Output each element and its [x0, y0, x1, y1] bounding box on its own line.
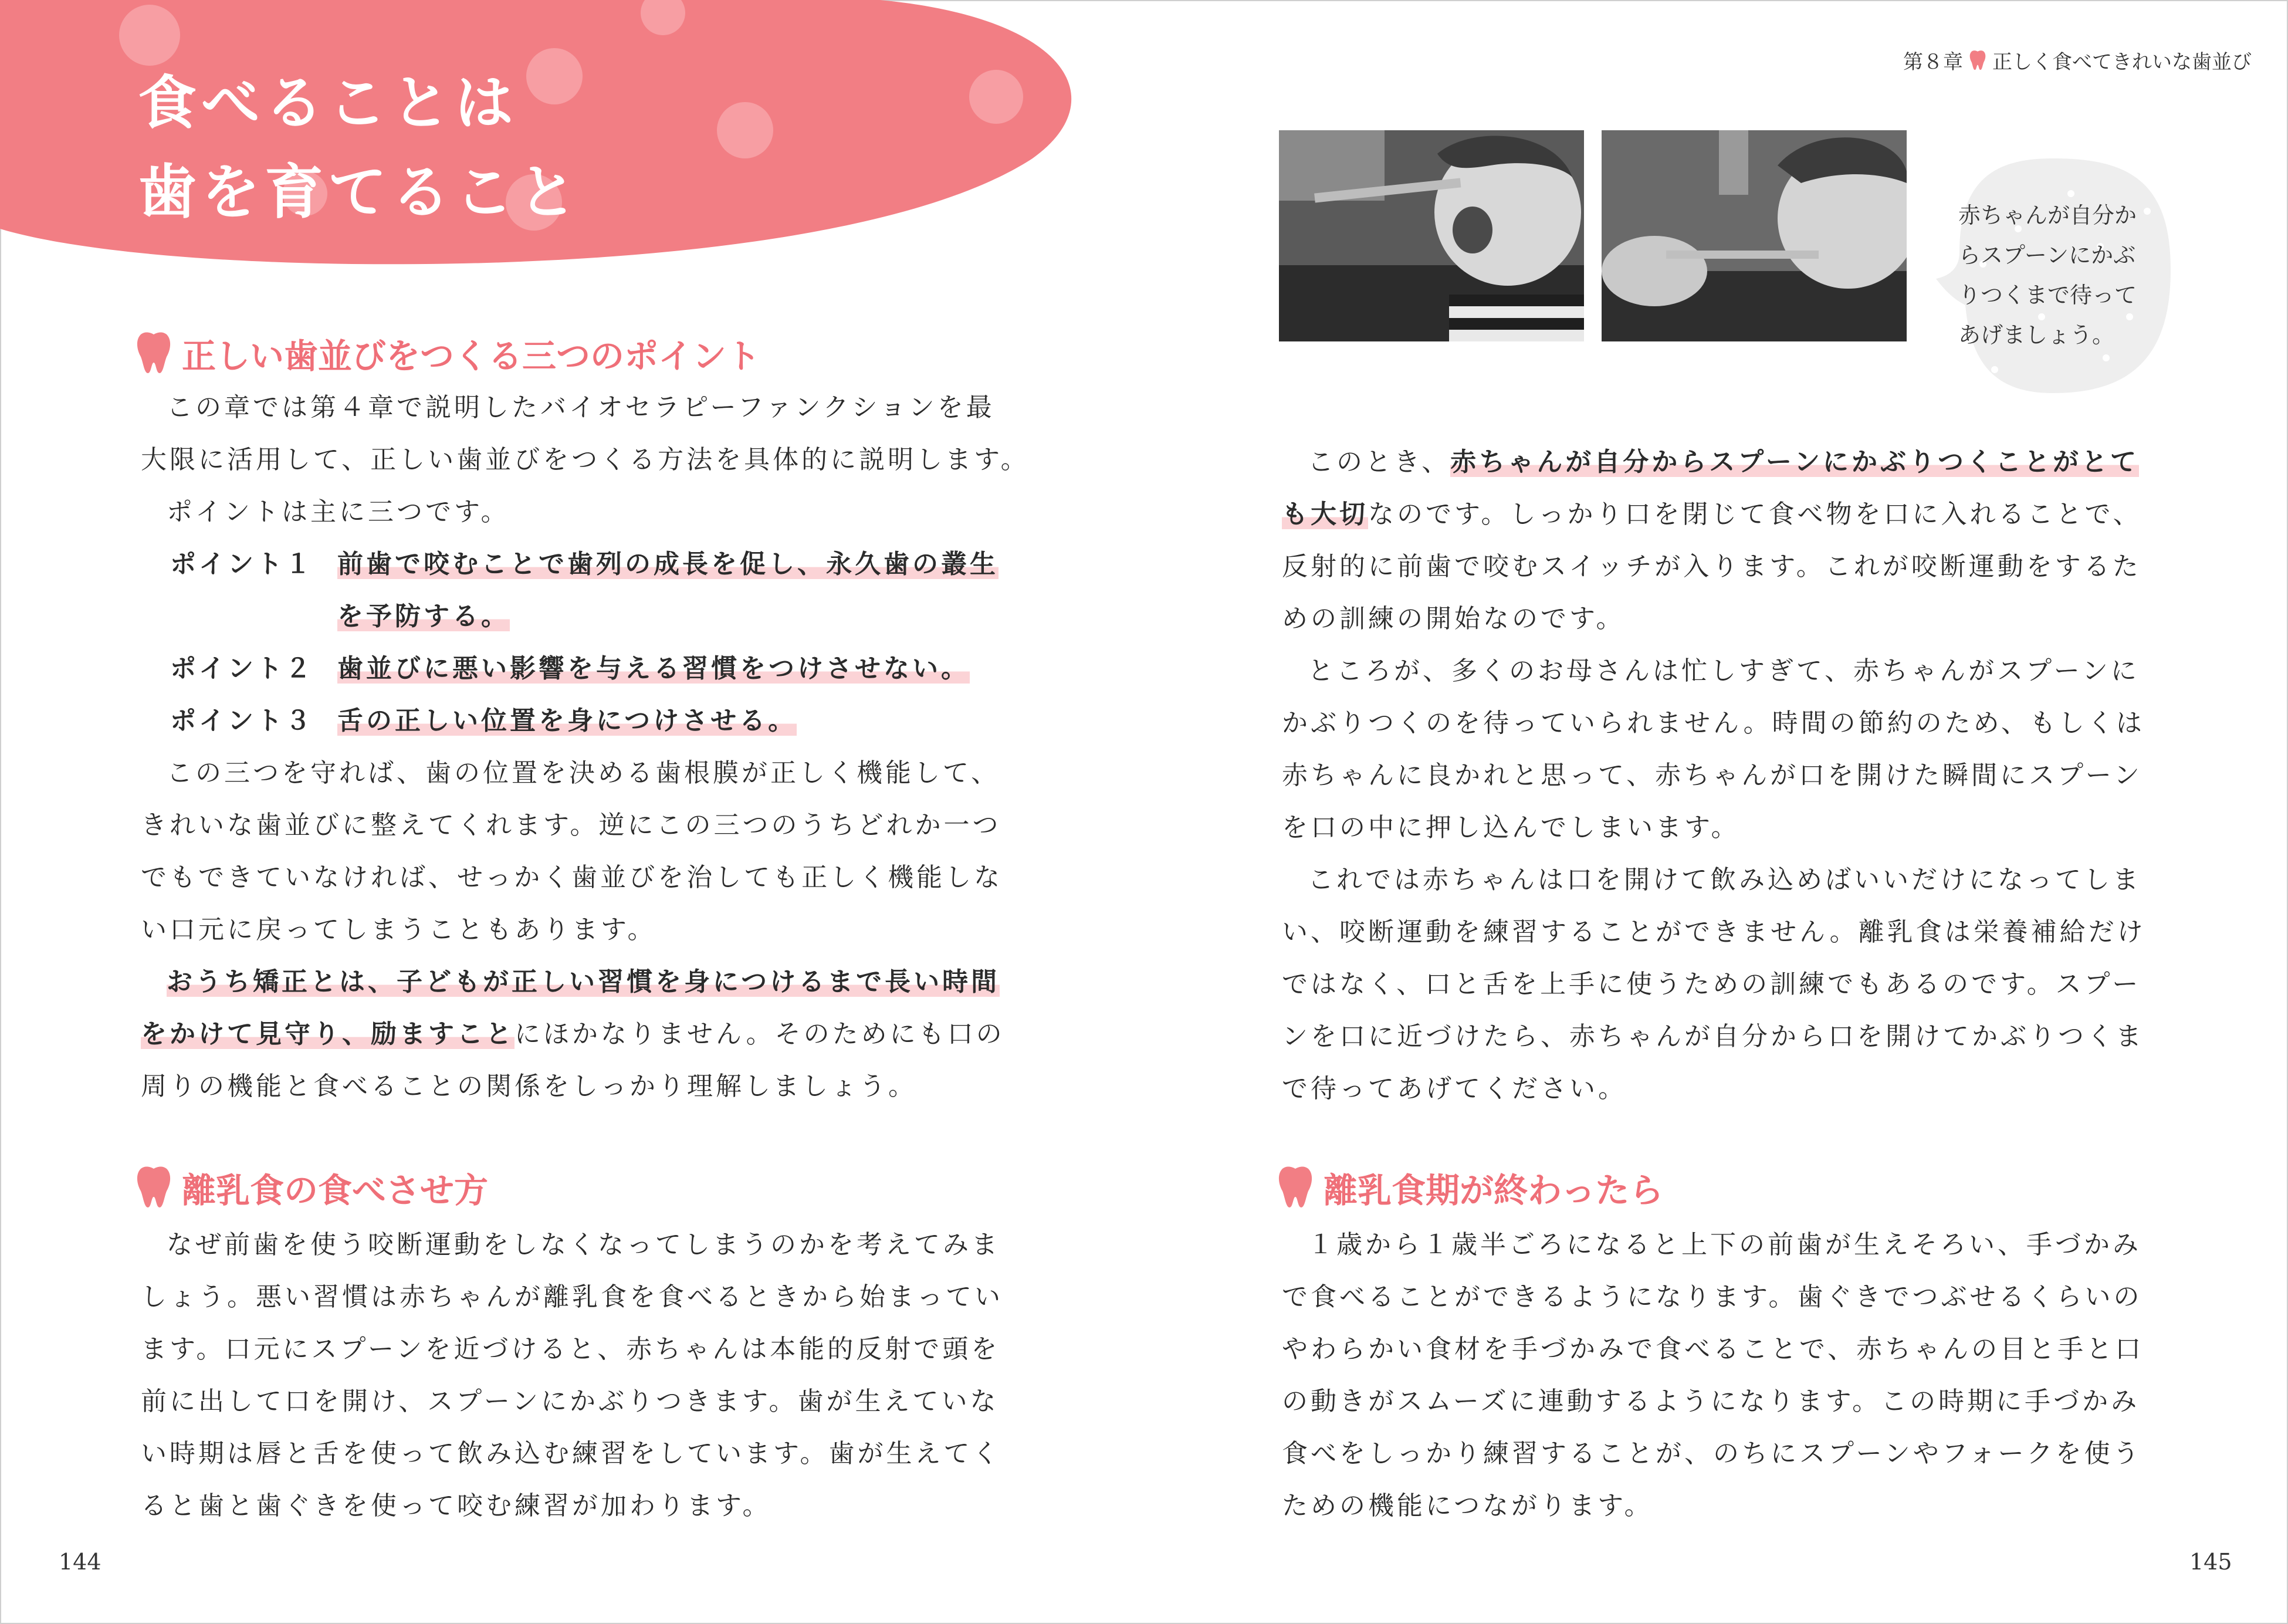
tooth-icon: [1969, 50, 1986, 71]
section-heading-after-weaning: [1278, 1163, 1663, 1212]
point-item: [170, 695, 1033, 747]
paragraph-cont: [1282, 1480, 2174, 1532]
paragraph: [141, 1219, 1033, 1271]
text-line: ではなく、口と舌を上手に使うための訓練でもあるのです。スプー: [1282, 969, 2141, 999]
paragraph: [1282, 1219, 2174, 1271]
paragraph-cont: [1282, 488, 2174, 540]
paragraph-cont: [1282, 801, 2174, 854]
text-line: 歯並びに悪い影響を与える習慣をつけさせない。: [337, 654, 970, 684]
text-line: 反射的に前歯で咬むスイッチが入ります。これが咬断運動をするた: [1282, 552, 2141, 581]
paragraph-cont: [141, 1427, 1033, 1480]
page-title: [138, 59, 581, 237]
paragraph-cont: [1282, 697, 2174, 749]
text-line: ます。口元にスプーンを近づけると、赤ちゃんは本能的反射で頭を: [141, 1334, 1000, 1364]
text-line: で待ってあげてください。: [1282, 1074, 1627, 1104]
paragraph: [1282, 436, 2174, 488]
text-line: かぶりつくのを待っていられません。時間の節約のため、もしくは: [1282, 708, 2145, 738]
paragraph-cont: [1282, 1427, 2174, 1480]
paragraph-cont: [141, 851, 1033, 904]
title-line-1: 食べることは: [138, 69, 518, 137]
paragraph-cont: [141, 1008, 1033, 1060]
text-line: このとき、: [1308, 447, 1451, 477]
section-heading-text: 離乳食期が終わったら: [1324, 1170, 1664, 1210]
text-line: 赤ちゃんが自分か: [1958, 202, 2137, 228]
point-label-spacer: [170, 590, 337, 642]
paragraph-cont: [141, 1375, 1033, 1427]
paragraph-cont: [141, 799, 1033, 851]
paragraph: [141, 381, 1033, 434]
point-item: [170, 538, 1033, 590]
paragraph-cont: [1282, 540, 2174, 593]
text-line: でもできていなければ、せっかく歯並びを治しても正しく機能しな: [141, 862, 1003, 892]
paragraph-cont: [1282, 593, 2174, 645]
left-column-section1: [141, 381, 1033, 1112]
text-line: きれいな歯並びに整えてくれます。逆にこの三つのうちどれか一つ: [141, 810, 1001, 840]
text-line: 前に出して口を開け、スプーンにかぶりつきます。歯が生えていな: [141, 1386, 999, 1416]
paragraph: ポイントは主に三つです。: [167, 497, 510, 527]
baby-photo-2: [1602, 130, 1907, 341]
text-line: らスプーンにかぶ: [1958, 242, 2136, 268]
point-label: ポイント２: [170, 654, 314, 684]
point-text: [337, 695, 797, 747]
text-line: い、咬断運動を練習することができません。離乳食は栄養補給だけ: [1282, 917, 2146, 947]
text-line: い時期は唇と舌を使って飲み込む練習をしています。歯が生えてく: [141, 1439, 1001, 1469]
paragraph-cont: [141, 1271, 1033, 1323]
highlight-text: も大切: [1282, 499, 1368, 529]
point-text: [337, 642, 970, 695]
tooth-icon: [1278, 1165, 1313, 1210]
point-item-cont: [170, 590, 1033, 642]
text-line: なのです。しっかり口を閉じて食べ物を口に入れることで、: [1368, 499, 2142, 529]
text-line: で食べることができるようになります。歯ぐきでつぶせるくらいの: [1282, 1282, 2143, 1312]
point-text: [337, 538, 999, 590]
paragraph-cont: [1282, 1063, 2174, 1115]
text-line: あげましょう。: [1958, 322, 2115, 348]
point-label: ポイント３: [170, 706, 314, 736]
text-line: めの訓練の開始なのです。: [1282, 604, 1625, 634]
text-line: にほかなりません。そのためにも口の: [515, 1019, 1005, 1049]
text-line: １歳から１歳半ごろになると上下の前歯が生えそろい、手づかみ: [1308, 1230, 2141, 1260]
baby-photo-1: [1279, 130, 1584, 341]
chapter-label: 第８章: [1903, 50, 1963, 74]
paragraph-cont: [141, 434, 1033, 486]
text-line: い口元に戻ってしまうこともあります。: [141, 915, 656, 945]
paragraph: [1282, 645, 2174, 697]
paragraph: [1282, 854, 2174, 906]
paragraph-cont: [141, 1323, 1033, 1375]
text-line: の動きがスムーズに連動するようになります。この時期に手づかみ: [1282, 1386, 2140, 1416]
paragraph-cont: [141, 1480, 1033, 1532]
paragraph-cont: [1282, 906, 2174, 958]
text-line: りつくまで待って: [1958, 282, 2137, 308]
section-heading-text: 離乳食の食べさせ方: [182, 1170, 489, 1210]
text-line: 赤ちゃんに良かれと思って、赤ちゃんが口を開けた瞬間にスプーン: [1282, 760, 2143, 790]
right-column-section3: [1282, 1219, 2174, 1532]
text-line: 舌の正しい位置を身につけさせる。: [337, 706, 797, 736]
paragraph: [141, 956, 1033, 1008]
text-line: 大限に活用して、正しい歯並びをつくる方法を具体的に説明します。: [141, 445, 1030, 475]
bubble-text: [1958, 195, 2137, 355]
text-line: この三つを守れば、歯の位置を決める歯根膜が正しく機能して、: [167, 758, 1000, 788]
text-line: しょう。悪い習慣は赤ちゃんが離乳食を食べるときから始まってい: [141, 1282, 1003, 1312]
section-heading-text: 正しい歯並びをつくる三つのポイント: [182, 336, 761, 376]
paragraph-cont: [1282, 749, 2174, 801]
text-line: 前歯で咬むことで歯列の成長を促し、永久歯の叢生: [337, 549, 999, 579]
paragraph-cont: [141, 1060, 1033, 1112]
left-column-section2: [141, 1219, 1033, 1532]
text-line: 食べをしっかり練習することが、のちにスプーンやフォークを使う: [1282, 1439, 2142, 1469]
tooth-icon: [136, 331, 171, 375]
paragraph-cont: [1282, 1323, 2174, 1375]
section-heading-points: [136, 329, 760, 378]
point-label: ポイント１: [170, 549, 314, 579]
chapter-title: 正しく食べてきれいな歯並び: [1992, 50, 2252, 74]
section-heading-weaning: [136, 1163, 488, 1212]
text-line: ンを口に近づけたら、赤ちゃんが自分から口を開けてかぶりつくま: [1282, 1021, 2144, 1051]
highlight-text: おうち矯正とは、子どもが正しい習慣を身につけるまで長い時間: [167, 967, 1000, 997]
paragraph-cont: [141, 904, 1033, 956]
page-number-right: 145: [2189, 1549, 2232, 1575]
chapter-header: [1903, 46, 2252, 75]
point-item: [170, 642, 1033, 695]
text-line: ための機能につながります。: [1282, 1491, 1653, 1521]
paragraph-cont: [1282, 958, 2174, 1010]
point-text: [337, 590, 510, 642]
paragraph-cont: [1282, 1010, 2174, 1063]
highlight-text: 赤ちゃんが自分からスプーンにかぶりつくことがとて: [1450, 447, 2140, 477]
text-line: ると歯と歯ぐきを使って咬む練習が加わります。: [141, 1491, 771, 1521]
text-line: これでは赤ちゃんは口を開けて飲み込めばいいだけになってしま: [1308, 865, 2141, 895]
text-line: やわらかい食材を手づかみで食べることで、赤ちゃんの目と手と口: [1282, 1334, 2144, 1364]
paragraph-cont: [1282, 1271, 2174, 1323]
highlight-text: をかけて見守り、励ますこと: [141, 1019, 515, 1049]
text-line: ところが、多くのお母さんは忙しすぎて、赤ちゃんがスプーンに: [1308, 656, 2140, 686]
title-line-2: 歯を育てること: [138, 158, 581, 226]
page-number-left: 144: [59, 1549, 101, 1575]
paragraph-cont: [1282, 1375, 2174, 1427]
text-line: を予防する。: [337, 601, 510, 631]
text-line: この章では第４章で説明したバイオセラピーファンクションを最: [167, 393, 995, 422]
text-line: なぜ前歯を使う咬断運動をしなくなってしまうのかを考えてみま: [167, 1230, 1000, 1260]
paragraph: [141, 747, 1033, 799]
text-line: を口の中に押し込んでしまいます。: [1282, 813, 1740, 843]
text-line: 周りの機能と食べることの関係をしっかり理解しましょう。: [141, 1071, 917, 1101]
tooth-icon: [136, 1165, 171, 1210]
right-column-body: [1282, 436, 2174, 1115]
points-list: [141, 538, 1033, 747]
